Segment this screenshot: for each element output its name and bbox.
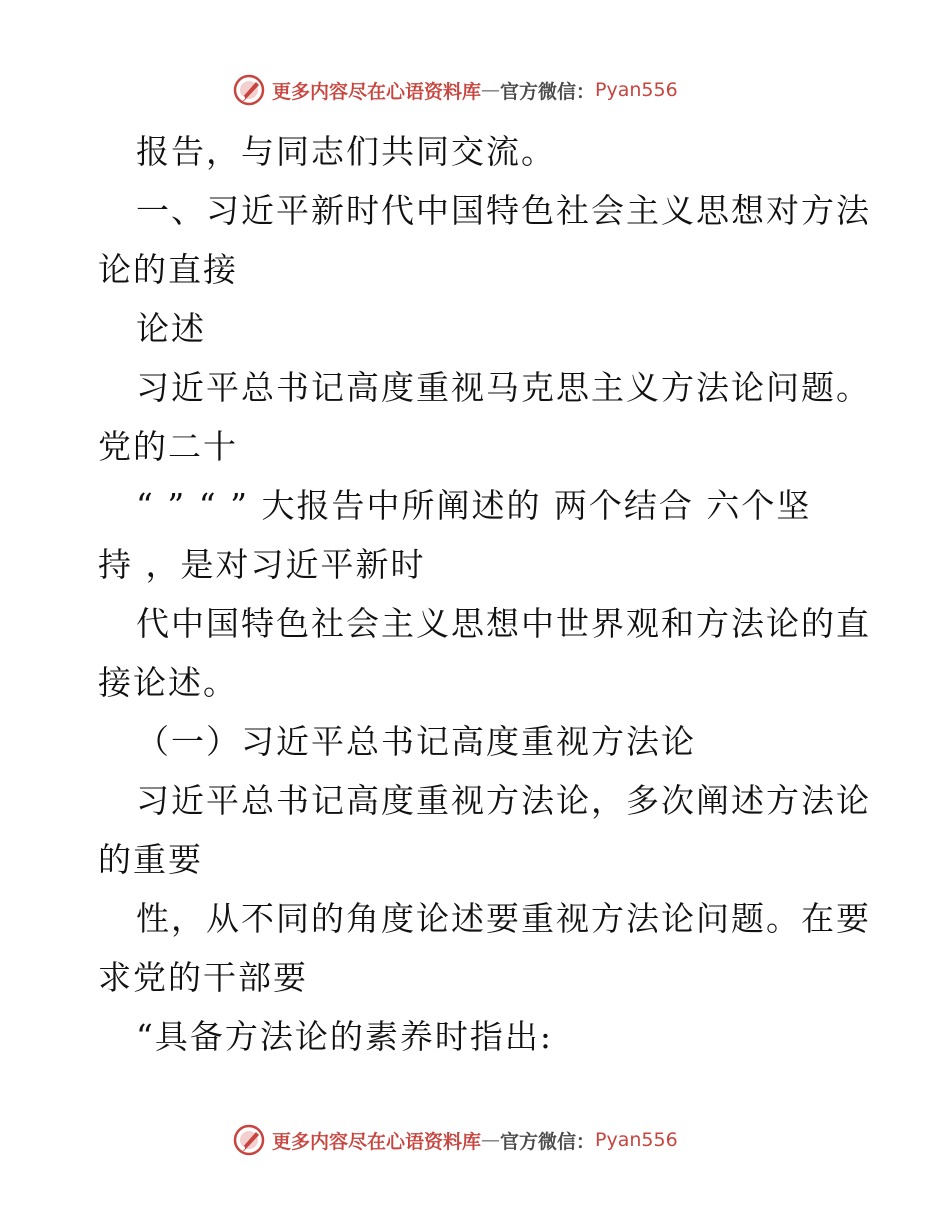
body-line: 的重要 <box>98 840 203 879</box>
body-line: 求党的干部要 <box>98 958 308 997</box>
body-line: 习近平总书记高度重视马克思主义方法论问题。 <box>136 368 871 407</box>
subsection-heading: （一）习近平总书记高度重视方法论 <box>136 722 696 761</box>
header-banner <box>232 72 678 108</box>
body-line: 习近平总书记高度重视方法论，多次阐述方法论 <box>136 781 871 820</box>
pen-nib-logo-icon <box>232 73 266 107</box>
body-line: 持 ，是对习近平新时 <box>98 545 426 584</box>
footer-banner <box>232 1122 678 1158</box>
body-line: 代中国特色社会主义思想中世界观和方法论的直 <box>136 604 871 643</box>
body-line: 党的二十 <box>98 427 238 466</box>
body-line: “具备方法论的素养时指出: <box>136 1017 553 1056</box>
banner-wechat-id: Pyan556 <box>595 79 678 101</box>
banner-main-text: 更多内容尽在心语资料库 <box>272 1130 482 1153</box>
body-line: 性，从不同的角度论述要重视方法论问题。在要 <box>136 899 871 938</box>
banner-wechat-label: 官方微信： <box>500 1130 596 1153</box>
pen-nib-logo-icon <box>232 1123 266 1157</box>
document-body <box>98 122 871 1066</box>
section-heading: 一、习近平新时代中国特色社会主义思想对方法 <box>136 191 871 230</box>
banner-dash: — <box>481 1129 501 1151</box>
body-line: 论的直接 <box>98 250 238 289</box>
banner-dash: — <box>481 79 501 101</box>
body-line: “ ” “ ” 大报告中所阐述的 两个结合 六个坚 <box>136 486 812 525</box>
body-line: 报告，与同志们共同交流。 <box>136 132 556 171</box>
banner-wechat-id: Pyan556 <box>595 1129 678 1151</box>
body-line: 论述 <box>136 309 206 348</box>
banner-main-text: 更多内容尽在心语资料库 <box>272 80 482 103</box>
banner-wechat-label: 官方微信： <box>500 80 596 103</box>
body-line: 接论述。 <box>98 663 238 702</box>
